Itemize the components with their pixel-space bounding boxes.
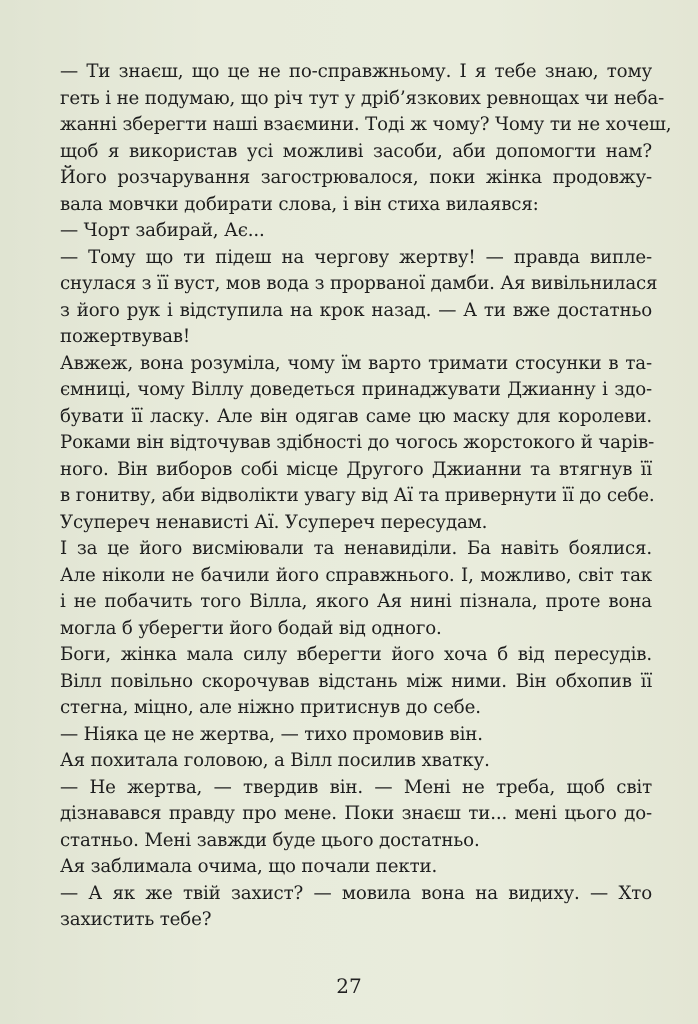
text-line: І за це його висміювали та ненавиділи. Ба навіть боялися. [60, 538, 652, 559]
text-line: Боги, жінка мала силу вберегти його хоча б від пересудів. [60, 644, 652, 665]
text-line: Його розчарування загострювалося, поки жінка продовжу- [60, 167, 652, 188]
text-line: могла б уберегти його бодай від одного. [60, 617, 442, 639]
page-number: 27 [336, 974, 362, 998]
text-line: ємниці, чому Віллу доведеться принаджувати Джианну і здо- [60, 379, 652, 400]
text-line: захистить тебе? [60, 909, 212, 930]
text-line: дізнавався правду про мене. Поки знаєш ти... мені цього до- [60, 803, 652, 824]
text-line: Вілл повільно скорочував відстань між ними. Він обхопив її [60, 670, 652, 692]
text-line: Усупереч ненависті Аї. Усупереч пересудам. [60, 511, 488, 533]
text-line: Роками він відточував здібності до чогось жорстокого й чарів- [60, 432, 655, 453]
text-line: щоб я використав усі можливі засоби, аби допомогти нам? [60, 140, 652, 162]
text-line: геть і не подумаю, що річ тут у дріб’язкових ревнощах чи неба- [60, 87, 665, 109]
text-line: статньо. Мені завжди буде цього достатньо. [60, 829, 480, 851]
text-line: і не побачить того Вілла, якого Ая нині пізнала, проте вона [60, 591, 652, 612]
text-line: Але ніколи не бачили його справжнього. І, можливо, світ так [60, 564, 652, 586]
text-line: стегна, міцно, але ніжно притиснув до себе. [60, 697, 481, 718]
text-line: пожертвував! [60, 326, 191, 347]
text-line: з його рук і відступила на крок назад. — А ти вже достатньо [60, 299, 652, 321]
text-line: жанні зберегти наші взаємини. Тоді ж чому? Чому ти не хочеш, [60, 114, 672, 135]
text-line: бувати її ласку. Але він одягав саме цю маску для королеви. [60, 405, 652, 427]
text-line: — Тому що ти підеш на чергову жертву! — правда випле- [60, 246, 652, 268]
text-line: вала мовчки добирати слова, і він стиха вилаявся: [60, 193, 539, 215]
text-line: — Не жертва, — твердив він. — Мені не треба, щоб світ [60, 776, 652, 798]
text-line: — Ніяка це не жертва, — тихо промовив він. [60, 723, 483, 745]
text-line: — А як же твій захист? — мовила вона на видиху. — Хто [60, 882, 652, 904]
text-line: в гонитву, аби відволікти увагу від Аї та привернути її до себе. [60, 485, 655, 506]
text-line: ного. Він виборов собі місце Другого Джианни та втягнув її [60, 458, 652, 480]
text-line: — Ти знаєш, що це не по-справжньому. І я тебе знаю, тому [60, 61, 652, 82]
text-line: снулася з її вуст, мов вода з прорваної дамби. Ая вивільнилася [60, 273, 658, 294]
body-text [60, 59, 672, 934]
text-line: Ая похитала головою, а Вілл посилив хватку. [60, 750, 490, 771]
text-line: Ая заблимала очима, що почали пекти. [60, 856, 438, 877]
text-line: — Чорт забирай, Ає... [60, 220, 265, 241]
text-line: Авжеж, вона розуміла, чому їм варто тримати стосунки в та- [60, 352, 652, 374]
